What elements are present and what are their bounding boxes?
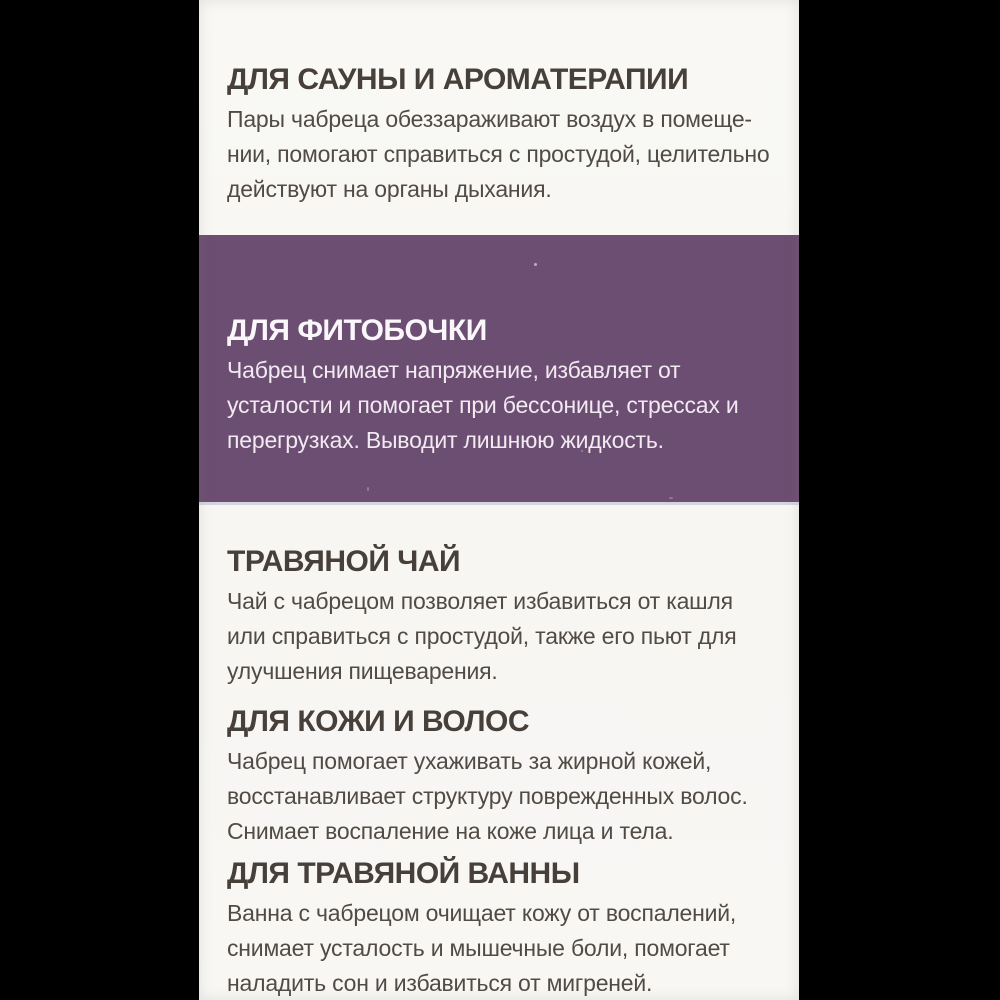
section-herbal-tea — [227, 544, 775, 689]
section-body — [227, 896, 775, 1000]
purple-highlight-band — [199, 235, 799, 505]
section-sauna-aromatherapy — [227, 62, 775, 207]
section-title: ТРАВЯНОЙ ЧАЙ — [227, 545, 461, 578]
body-line: восстанавливает структуру поврежденных волос. — [227, 783, 748, 809]
section-title: ДЛЯ КОЖИ И ВОЛОС — [227, 705, 530, 738]
section-body — [227, 584, 775, 689]
dust-speck — [669, 497, 673, 499]
body-line: наладить сон и избавиться от мигреней. — [227, 970, 653, 996]
dust-speck — [367, 487, 369, 491]
body-line: Ванна с чабрецом очищает кожу от воспалений, — [227, 900, 737, 926]
body-line: Чабрец снимает напряжение, избавляет от — [227, 357, 681, 383]
body-line: действуют на органы дыхания. — [227, 176, 552, 202]
section-body — [227, 744, 775, 849]
section-title: ДЛЯ САУНЫ И АРОМАТЕРАПИИ — [227, 63, 689, 96]
body-line: Снимает воспаление на коже лица и тела. — [227, 818, 674, 844]
body-line: усталости и помогает при бессонице, стрессах и — [227, 392, 739, 418]
section-title: ДЛЯ ТРАВЯНОЙ ВАННЫ — [227, 857, 580, 890]
body-line: снимает усталость и мышечные боли, помогает — [227, 935, 730, 961]
section-skin-hair — [227, 704, 775, 849]
body-line: нии, помогают справиться с простудой, целительно — [227, 141, 770, 167]
body-line: Чабрец помогает ухаживать за жирной кожей, — [227, 748, 712, 774]
section-body — [227, 102, 775, 207]
body-line: или справиться с простудой, также его пьют для — [227, 623, 737, 649]
body-line: Чай с чабрецом позволяет избавиться от кашля — [227, 588, 733, 614]
section-title: ДЛЯ ФИТОБОЧКИ — [227, 314, 487, 347]
section-body — [227, 353, 775, 458]
body-line: Пары чабреца обеззараживают воздух в помеще- — [227, 106, 752, 132]
body-line: улучшения пищеварения. — [227, 658, 498, 684]
label-card — [199, 0, 799, 1000]
section-phyto-barrel — [227, 313, 775, 458]
body-line: перегрузках. Выводит лишнюю жидкость. — [227, 427, 664, 453]
dust-speck — [534, 263, 537, 266]
section-herbal-bath — [227, 856, 775, 1000]
